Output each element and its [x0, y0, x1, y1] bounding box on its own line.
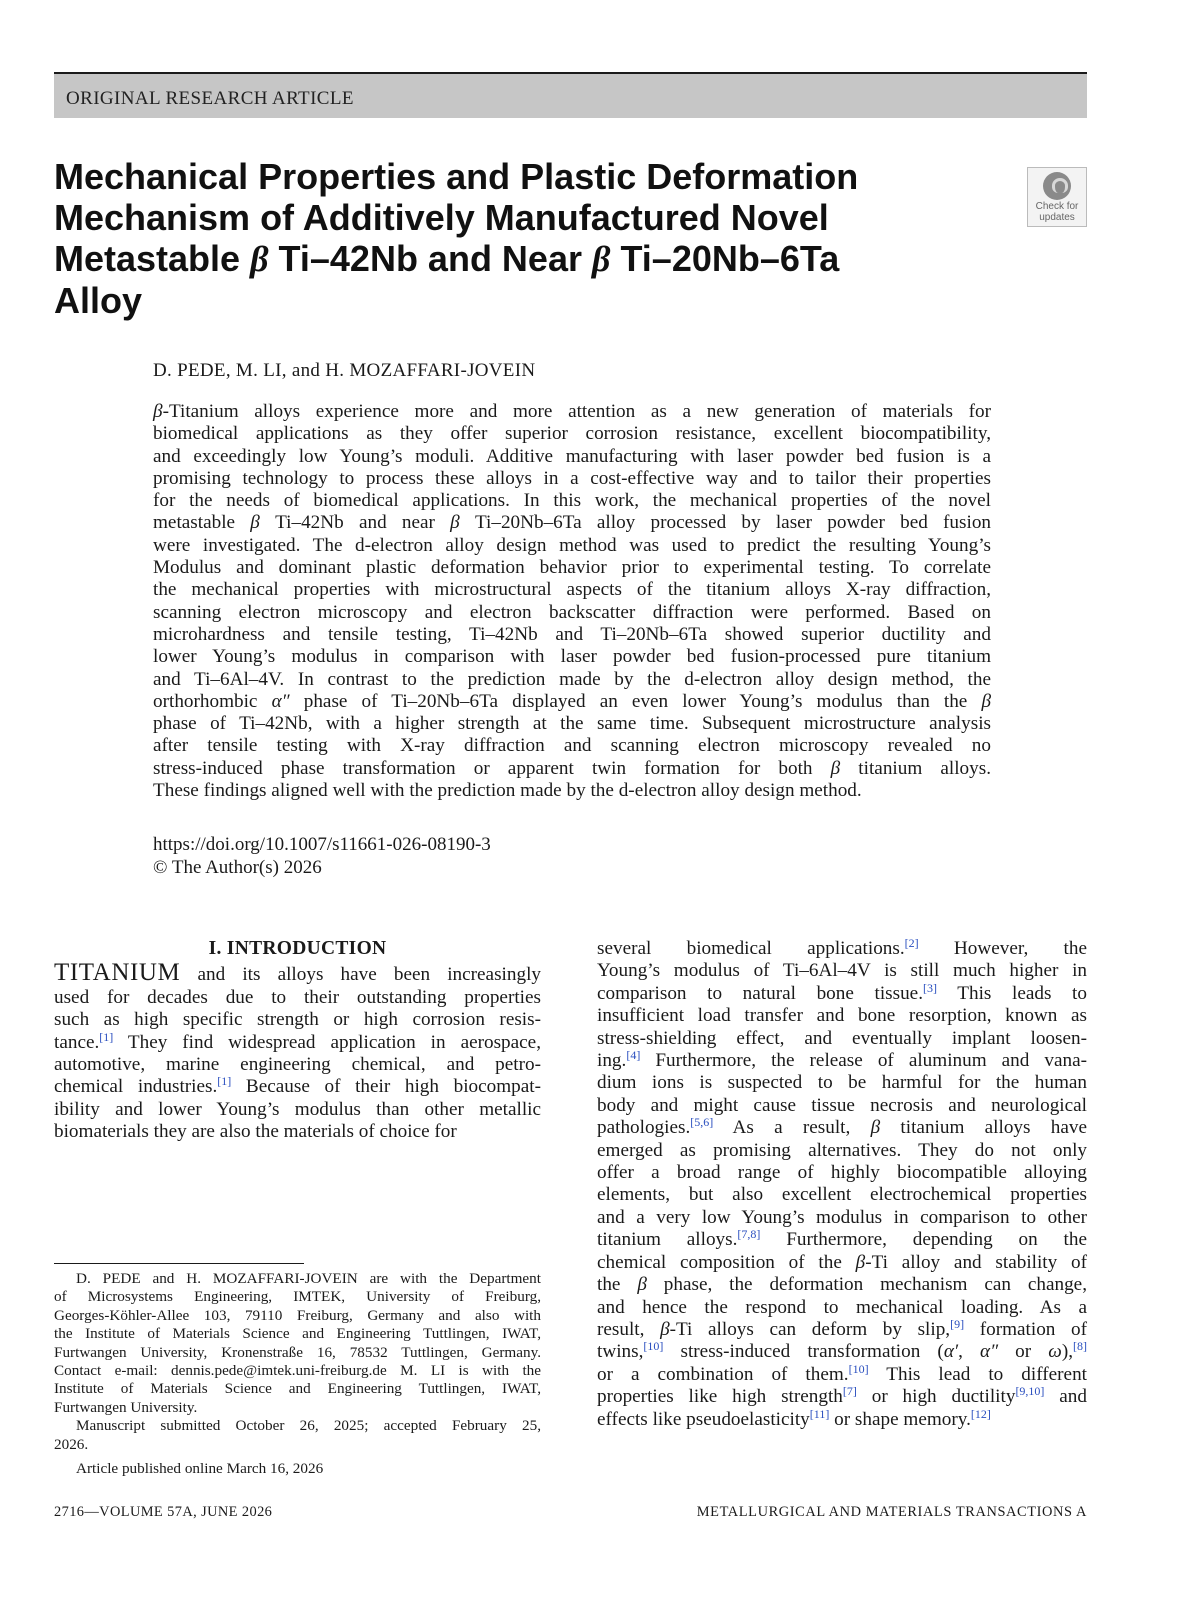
body-line: used for decades due to their outstanding properties — [54, 986, 541, 1008]
abstract-line: after tensile testing with X-ray diffraction and scanning electron microscopy revealed no — [153, 735, 991, 757]
badge-line-1: Check for — [1035, 201, 1079, 212]
body-line: chemical composition of the β-Ti alloy and stability of — [597, 1251, 1087, 1273]
citation-link[interactable]: [9,10] — [1015, 1384, 1045, 1399]
body-line: titanium alloys.[7,8] Furthermore, depending on the — [597, 1227, 1087, 1251]
published-date: Article published online March 16, 2026 — [76, 1460, 324, 1478]
left-column — [54, 938, 541, 1144]
affiliation-line: of Microsystems Engineering, IMTEK, University of Freiburg, — [54, 1288, 541, 1306]
abstract-line: and Ti–6Al–4V. In contrast to the prediction made by the d-electron alloy design method, the — [153, 668, 991, 690]
body-line: body and might cause tissue necrosis and neurological — [597, 1094, 1087, 1116]
citation-link[interactable]: [4] — [626, 1048, 641, 1063]
body-line: offer a broad range of highly biocompatible alloying — [597, 1162, 1087, 1184]
body-line: ing.[4] Furthermore, the release of aluminum and vana- — [597, 1048, 1087, 1072]
abstract-line: orthorhombic α″ phase of Ti–20Nb–6Ta displayed an even lower Young’s modulus than the β — [153, 690, 991, 712]
manuscript-dates-line: Manuscript submitted October 26, 2025; accepted February 25, — [76, 1417, 541, 1435]
abstract-line: for the needs of biomedical applications. In this work, the mechanical properties of the novel — [153, 490, 991, 512]
body-line: biomaterials they are also the materials of choice for — [54, 1121, 457, 1143]
body-line: automotive, marine engineering chemical, and petro- — [54, 1054, 541, 1076]
footnotes — [54, 1270, 541, 1478]
affiliation-line: D. PEDE and H. MOZAFFARI-JOVEIN are with the Department — [76, 1270, 541, 1287]
body-line: comparison to natural bone tissue.[3] This leads to — [597, 980, 1087, 1004]
affiliation-line: Furtwangen University, Kronenstraße 16, 78532 Tuttlingen, Germany. — [54, 1343, 541, 1361]
body-line: pathologies.[5,6] As a result, β titanium alloys have — [597, 1115, 1087, 1139]
affiliation-line: Furtwangen University. — [54, 1398, 198, 1416]
page-footer-volume: 2716—VOLUME 57A, JUNE 2026 — [54, 1504, 273, 1520]
affiliation-line: the Institute of Materials Science and Engineering Tuttlingen, IWAT, — [54, 1325, 541, 1343]
body-line: and a very low Young’s modulus in comparison to other — [597, 1206, 1087, 1228]
body-line: several biomedical applications.[2] However, the — [597, 936, 1088, 959]
body-line: chemical industries.[1] Because of their high biocompat- — [54, 1074, 541, 1098]
abstract-line: the mechanical properties with microstructural aspects of the titanium alloys X-ray diffraction, — [153, 579, 991, 601]
title-line: Mechanism of Additively Manufactured Novel — [54, 197, 829, 238]
body-line: emerged as promising alternatives. They do not only — [597, 1139, 1087, 1161]
citation-link[interactable]: [11] — [809, 1406, 830, 1421]
check-for-updates-badge[interactable] — [1027, 167, 1087, 227]
affiliation-line: Georges-Köhler-Allee 103, 79110 Freiburg, Germany and also with — [54, 1306, 541, 1324]
intro-paragraph — [54, 959, 541, 1143]
body-line: Young’s modulus of Ti–6Al–4V is still much higher in — [597, 960, 1087, 982]
abstract-line: Modulus and dominant plastic deformation behavior prior to experimental testing. To correlate — [153, 557, 991, 579]
abstract-line: phase of Ti–42Nb, with a higher strength at the same time. Subsequent microstructure analysis — [153, 713, 991, 735]
body-line: such as high specific strength or high corrosion resis- — [54, 1009, 541, 1031]
manuscript-dates-line: 2026. — [54, 1435, 89, 1453]
body-line: properties like high strength[7] or high ductility[9,10] and — [597, 1384, 1087, 1408]
citation-link[interactable]: [5,6] — [690, 1115, 714, 1130]
citation-link[interactable]: [8] — [1073, 1339, 1088, 1354]
body-line: stress-shielding effect, and eventually implant loosen- — [597, 1027, 1087, 1049]
article-type-bar — [54, 72, 1087, 118]
abstract-line: biomedical applications as they offer superior corrosion resistance, excellent biocompatibility, — [153, 423, 991, 445]
body-line: insufficient load transfer and bone resorption, known as — [597, 1005, 1087, 1027]
body-line: tance.[1] They find widespread application in aerospace, — [54, 1029, 541, 1053]
citation-link[interactable]: [3] — [923, 980, 937, 995]
check-for-updates-icon — [1043, 172, 1071, 200]
abstract — [153, 401, 991, 802]
footnote-divider — [54, 1263, 304, 1264]
citation-link[interactable]: [12] — [970, 1406, 991, 1421]
doi-block — [153, 833, 491, 879]
title-line: Mechanical Properties and Plastic Deformation — [54, 156, 859, 197]
body-line: elements, but also excellent electrochemical properties — [597, 1184, 1087, 1206]
abstract-line: were investigated. The d-electron alloy design method was used to predict the resulting Young’s — [153, 534, 991, 556]
abstract-line: metastable β Ti–42Nb and near β Ti–20Nb–6Ta alloy processed by laser powder bed fusion — [153, 512, 992, 534]
body-line: ibility and lower Young’s modulus than other metallic — [54, 1098, 541, 1120]
copyright-notice: © The Author(s) 2026 — [153, 857, 322, 878]
citation-link[interactable]: [1] — [99, 1029, 114, 1044]
doi-link[interactable]: https://doi.org/10.1007/s11661-026-08190-3 — [153, 834, 491, 855]
body-line: effects like pseudoelasticity[11] or shape memory.[12] — [597, 1406, 991, 1430]
abstract-line: scanning electron microscopy and electron backscatter diffraction were performed. Based on — [153, 601, 991, 623]
body-line: or a combination of them.[10] This lead to different — [597, 1361, 1087, 1385]
citation-link[interactable]: [7] — [842, 1384, 857, 1399]
abstract-line: microhardness and tensile testing, Ti–42Nb and Ti–20Nb–6Ta showed superior ductility and — [153, 623, 991, 645]
section-heading: I. INTRODUCTION — [208, 938, 387, 959]
body-line: and hence the respond to mechanical loading. As a — [597, 1296, 1087, 1318]
body-line: the β phase, the deformation mechanism can change, — [597, 1274, 1087, 1296]
citation-link[interactable]: [10] — [848, 1361, 869, 1376]
affiliation-line: Institute of Materials Science and Engineering Tuttlingen, IWAT, — [54, 1380, 541, 1398]
citation-link[interactable]: [7,8] — [737, 1227, 761, 1242]
abstract-line: lower Young’s modulus in comparison with laser powder bed fusion-processed pure titanium — [153, 646, 991, 668]
drop-cap-word: TITANIUM — [54, 959, 181, 987]
page-footer-journal: METALLURGICAL AND MATERIALS TRANSACTIONS A — [696, 1504, 1087, 1520]
body-line: TITANIUM and its alloys have been increasingly — [54, 959, 541, 987]
body-line: twins,[10] stress-induced transformation (α′, α″ or ω),[8] — [597, 1339, 1088, 1363]
body-line: result, β-Ti alloys can deform by slip,[9] formation of — [597, 1316, 1087, 1340]
body-line: dium ions is suspected to be harmful for the human — [597, 1072, 1087, 1094]
right-column — [597, 938, 1087, 1431]
title-line: Alloy — [54, 280, 143, 321]
article-title — [54, 156, 914, 321]
badge-line-2: updates — [1039, 212, 1075, 223]
abstract-line: β-Titanium alloys experience more and more attention as a new generation of materials for — [153, 401, 991, 422]
citation-link[interactable]: [10] — [643, 1339, 664, 1354]
abstract-line: and exceedingly low Young’s moduli. Additive manufacturing with laser powder bed fusion is a — [153, 445, 991, 467]
intro-paragraph-continued — [597, 938, 1087, 1431]
abstract-line: These findings aligned well with the prediction made by the d-electron alloy design method. — [153, 780, 862, 802]
title-line: Metastable β Ti–42Nb and Near β Ti–20Nb–6Ta — [54, 238, 840, 279]
author-list: D. PEDE, M. LI, and H. MOZAFFARI-JOVEIN — [153, 360, 536, 381]
citation-link[interactable]: [9] — [950, 1316, 965, 1331]
citation-link[interactable]: [2] — [904, 936, 919, 950]
abstract-line: stress-induced phase transformation or apparent twin formation for both β titanium alloys. — [153, 757, 991, 779]
article-type-label: ORIGINAL RESEARCH ARTICLE — [66, 88, 354, 109]
citation-link[interactable]: [1] — [217, 1074, 232, 1089]
abstract-line: promising technology to process these alloys in a cost-effective way and to tailor their properties — [153, 467, 991, 489]
affiliation-line: Contact e-mail: dennis.pede@imtek.uni-freiburg.de M. LI is with the — [54, 1362, 541, 1380]
